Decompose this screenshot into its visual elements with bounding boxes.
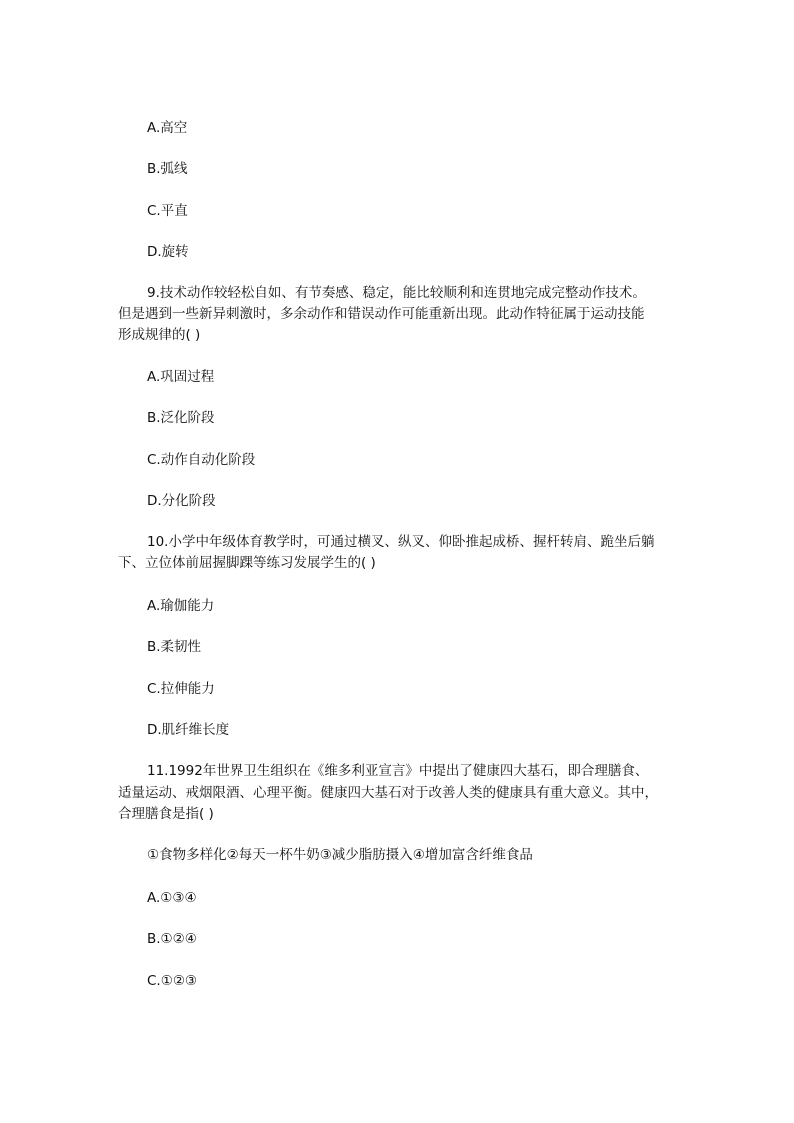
q9-option-c: C.动作自动化阶段 xyxy=(147,452,256,468)
q11-option-c: C.①②③ xyxy=(147,973,198,989)
q11-option-b: B.①②④ xyxy=(147,931,197,947)
q10-stem-line-1: 10.小学中年级体育教学时，可通过横叉、纵叉、仰卧推起成桥、握杆转肩、跪坐后躺 xyxy=(147,534,655,550)
q9-option-a: A.巩固过程 xyxy=(147,369,215,385)
q8-option-c: C.平直 xyxy=(147,203,188,219)
q11-stem-line-3: 合理膳食是指( ) xyxy=(118,806,214,822)
q10-option-c: C.拉伸能力 xyxy=(147,681,215,697)
q11-statement: ①食物多样化②每天一杯牛奶③减少脂肪摄入④增加富含纤维食品 xyxy=(147,847,533,863)
q9-stem-line-1: 9.技术动作较轻松自如、有节奏感、稳定，能比较顺利和连贯地完成完整动作技术。 xyxy=(147,285,646,301)
q11-stem-line-1: 11.1992年世界卫生组织在《维多利亚宣言》中提出了健康四大基石，即合理膳食、 xyxy=(147,763,649,779)
q9-option-d: D.分化阶段 xyxy=(147,493,216,509)
q10-option-d: D.肌纤维长度 xyxy=(147,722,230,738)
q11-option-a: A.①③④ xyxy=(147,890,197,906)
q11-stem-line-2: 适量运动、戒烟限酒、心理平衡。健康四大基石对于改善人类的健康具有重大意义。其中， xyxy=(118,785,658,801)
q9-stem-line-2: 但是遇到一些新异刺激时，多余动作和错误动作可能重新出现。此动作特征属于运动技能 xyxy=(118,306,645,322)
q9-stem-line-3: 形成规律的( ) xyxy=(118,327,201,343)
q10-stem-line-2: 下、立位体前屈握脚踝等练习发展学生的( ) xyxy=(118,555,376,571)
q8-option-d: D.旋转 xyxy=(147,244,189,260)
q10-option-a: A.瑜伽能力 xyxy=(147,598,215,614)
q10-option-b: B.柔韧性 xyxy=(147,639,202,655)
q8-option-a: A.高空 xyxy=(147,120,188,136)
q9-option-b: B.泛化阶段 xyxy=(147,410,215,426)
q8-option-b: B.弧线 xyxy=(147,161,188,177)
